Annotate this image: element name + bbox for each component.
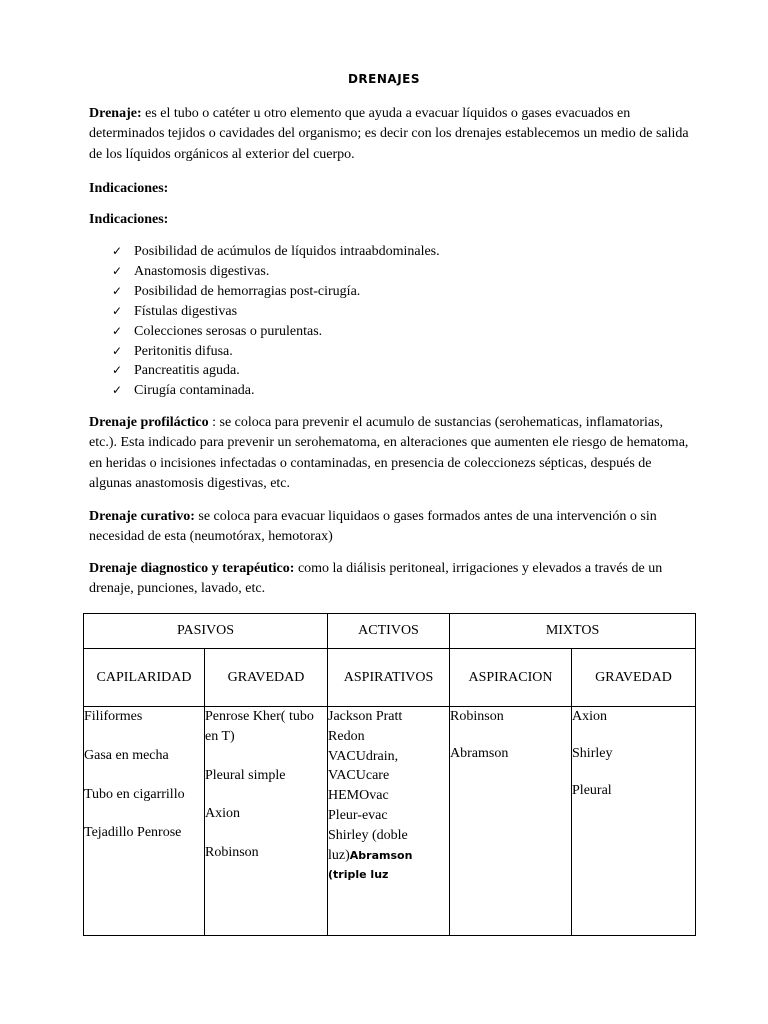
list-item: ✓ Peritonitis difusa. [112,342,440,362]
cell-gravedad-mixtos: Axion Shirley Pleural [572,707,696,936]
drainage-table [83,613,696,936]
indicaciones-list [112,242,440,401]
checkmark-icon: ✓ [112,363,123,378]
cell-aspiracion: Robinson Abramson [450,707,572,936]
subheader-gravedad-mixtos: GRAVEDAD [572,649,696,707]
definition-paragraph [89,104,689,165]
subheader-gravedad: GRAVEDAD [205,649,328,707]
header-mixtos: MIXTOS [450,614,696,649]
table-data-row [84,707,696,936]
checkmark-icon: ✓ [112,323,123,338]
list-item: ✓ Posibilidad de acúmulos de líquidos intraabdominales. [112,242,440,262]
checkmark-icon: ✓ [112,263,123,278]
definition-term: Drenaje: [89,106,142,121]
list-item: ✓ Fístulas digestivas [112,302,440,322]
curativo-paragraph: Drenaje curativo: se coloca para evacuar liquidaos o gases formados antes de una intervención o sin necesidad de esta (neumotórax, hemotorax) [89,509,657,545]
definition-text: es el tubo o catéter u otro elemento que ayuda a evacuar líquidos o gases evacuados en determinados tejidos o cavidades del organismo; es decir con los drenajes establecemos un medio de salida de los líquidos orgánicos al exterior del cuerpo. [89,106,689,162]
list-item: ✓ Anastomosis digestivas. [112,262,440,282]
table-subheader-row [84,649,696,707]
subheader-aspiracion: ASPIRACION [450,649,572,707]
cell-gravedad-pasivos: Penrose Kher( tubo en T) Pleural simple Axion Robinson [205,707,328,936]
list-item: ✓ Posibilidad de hemorragias post-cirugía. [112,282,440,302]
header-activos: ACTIVOS [328,614,450,649]
indicaciones-heading-repeat: Indicaciones: [89,212,169,227]
diagnostico-paragraph: Drenaje diagnostico y terapéutico: como la diálisis peritoneal, irrigaciones y elevados a través de un drenaje, punciones, lavado, etc. [89,561,663,597]
header-pasivos: PASIVOS [84,614,328,649]
table-group-header-row [84,614,696,649]
checkmark-icon: ✓ [112,303,123,318]
list-item: ✓ Cirugía contaminada. [112,381,440,401]
subheader-capilaridad: CAPILARIDAD [84,649,205,707]
indicaciones-heading: Indicaciones: [89,181,169,196]
document-title: DRENAJES [347,72,421,86]
checkmark-icon: ✓ [112,244,123,258]
checkmark-icon: ✓ [112,383,123,398]
cell-aspirativos: Jackson Pratt Redon VACUdrain, VACUcare HEMOvac Pleur-evac Shirley (doble luz)Abramson (triple luz [328,707,450,936]
checkmark-icon: ✓ [112,283,123,298]
list-item: ✓ Pancreatitis aguda. [112,361,440,381]
cell-capilaridad: Filiformes Gasa en mecha Tubo en cigarrillo Tejadillo Penrose [84,707,205,936]
checkmark-icon: ✓ [112,343,123,358]
list-item: ✓ Colecciones serosas o purulentas. [112,322,440,342]
profilactico-paragraph: Drenaje profiláctico : se coloca para prevenir el acumulo de sustancias (serohematicas, inflamatorias, etc.). Esta indicado para prevenir un serohematoma, en alteraciones que aumenten ele riesgo de hematoma, en heridas o incisiones infectadas o contaminadas, en presencia de coleccionezs sépticas, después de algunas anastomosis digestivas, etc. [89,415,689,492]
subheader-aspirativos: ASPIRATIVOS [328,649,450,707]
